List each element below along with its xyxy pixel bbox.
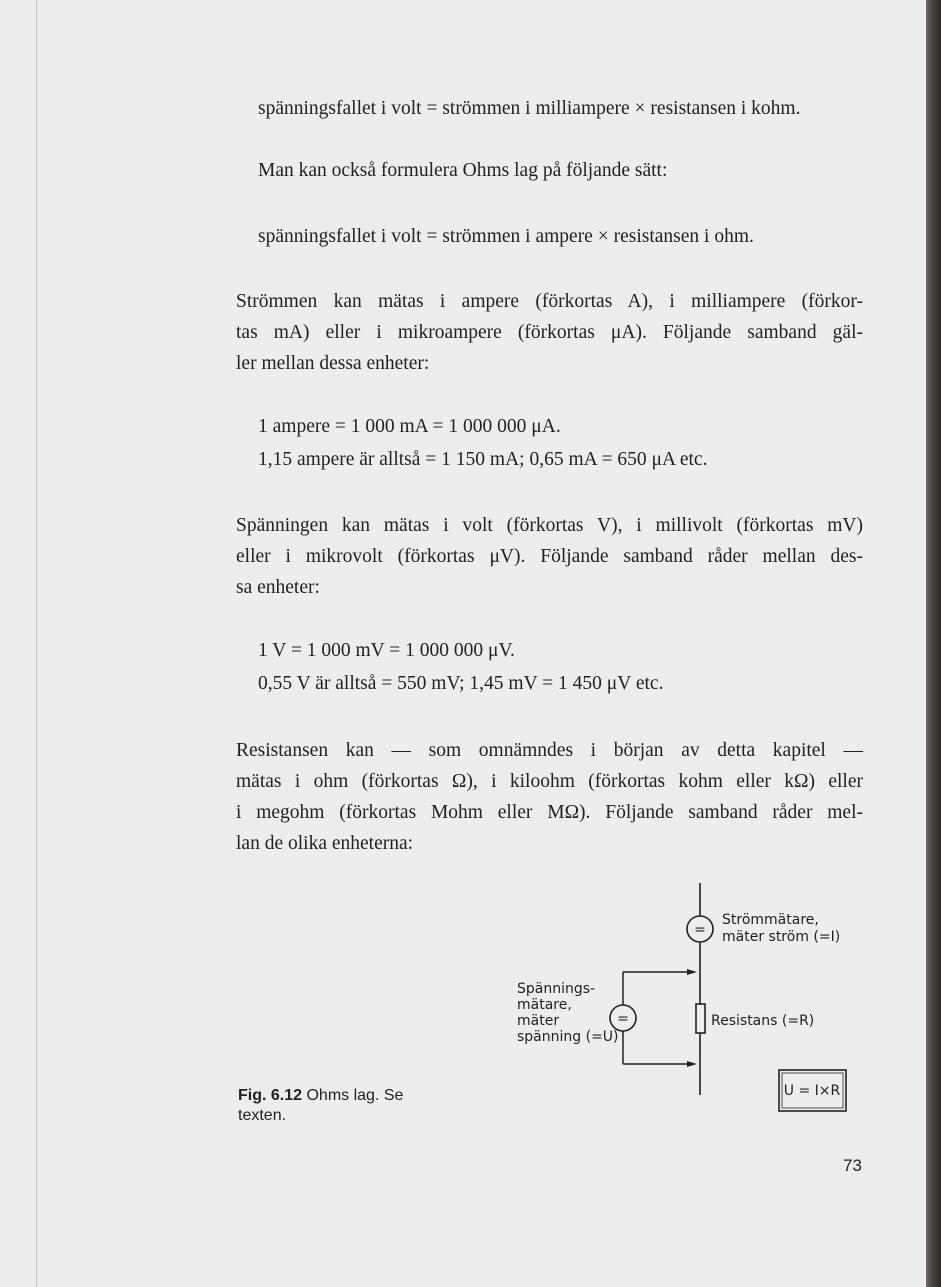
voltmeter-sign: = bbox=[617, 1011, 629, 1027]
paragraph-line: lan de olika enheterna: bbox=[236, 833, 414, 854]
paragraph-line: mätas i ohm (förkortas Ω), i kiloohm (förkortas kohm eller kΩ) eller bbox=[236, 771, 863, 792]
resistor-label: Resistans (=R) bbox=[711, 1013, 815, 1029]
ammeter-sign: = bbox=[694, 922, 706, 938]
formula-ohm: spänningsfallet i volt = strömmen i ampere × resistansen i ohm. bbox=[258, 226, 754, 247]
current-equation-1: 1 ampere = 1 000 mA = 1 000 000 μA. bbox=[258, 416, 561, 437]
resistance-units-paragraph bbox=[236, 735, 863, 859]
current-units-paragraph bbox=[236, 286, 863, 379]
voltmeter-label-2: mätare, bbox=[517, 997, 572, 1013]
resistor-symbol bbox=[696, 1004, 705, 1033]
figure-caption bbox=[238, 1086, 438, 1126]
voltage-equation-1: 1 V = 1 000 mV = 1 000 000 μV. bbox=[258, 640, 515, 661]
paragraph-line: sa enheter: bbox=[236, 577, 320, 598]
figure-caption-label: Fig. 6.12 bbox=[238, 1087, 303, 1104]
page-number: 73 bbox=[843, 1156, 862, 1175]
paragraph-line: Resistansen kan — som omnämndes i början av detta kapitel — bbox=[236, 740, 863, 761]
ohm-law-intro: Man kan också formulera Ohms lag på följande sätt: bbox=[258, 160, 668, 181]
figure-caption-text: Ohms lag. Se texten. bbox=[238, 1087, 404, 1124]
ohms-law-circuit-diagram bbox=[500, 880, 880, 1140]
paragraph-line: eller i mikrovolt (förkortas μV). Följande samband råder mellan des- bbox=[236, 546, 863, 567]
paragraph-line: tas mA) eller i mikroampere (förkortas μA). Följande samband gäl- bbox=[236, 322, 863, 343]
arrow-head bbox=[687, 969, 697, 975]
paragraph-line: Spänningen kan mätas i volt (förkortas V), i millivolt (förkortas mV) bbox=[236, 515, 863, 536]
formula-kohm: spänningsfallet i volt = strömmen i milliampere × resistansen i kohm. bbox=[258, 98, 801, 119]
current-equation-2: 1,15 ampere är alltså = 1 150 mA; 0,65 mA = 650 μA etc. bbox=[258, 449, 708, 470]
book-edge bbox=[926, 0, 941, 1287]
arrow-head bbox=[687, 1061, 697, 1067]
paragraph-line: i megohm (förkortas Mohm eller MΩ). Följande samband råder mel- bbox=[236, 802, 863, 823]
page-fold-line bbox=[36, 0, 37, 1287]
voltmeter-label-4: spänning (=U) bbox=[517, 1029, 619, 1045]
voltmeter-label-1: Spännings- bbox=[517, 981, 596, 997]
paragraph-line: ler mellan dessa enheter: bbox=[236, 353, 430, 374]
voltmeter-label-3: mäter bbox=[517, 1013, 560, 1029]
voltage-equation-2: 0,55 V är alltså = 550 mV; 1,45 mV = 1 450 μV etc. bbox=[258, 673, 664, 694]
ohms-law-formula: U = I×R bbox=[783, 1083, 841, 1099]
ammeter-label-2: mäter ström (=I) bbox=[722, 929, 841, 945]
paragraph-line: Strömmen kan mätas i ampere (förkortas A), i milliampere (förkor- bbox=[236, 291, 863, 312]
ammeter-label-1: Strömmätare, bbox=[722, 912, 819, 928]
voltage-units-paragraph bbox=[236, 510, 863, 603]
